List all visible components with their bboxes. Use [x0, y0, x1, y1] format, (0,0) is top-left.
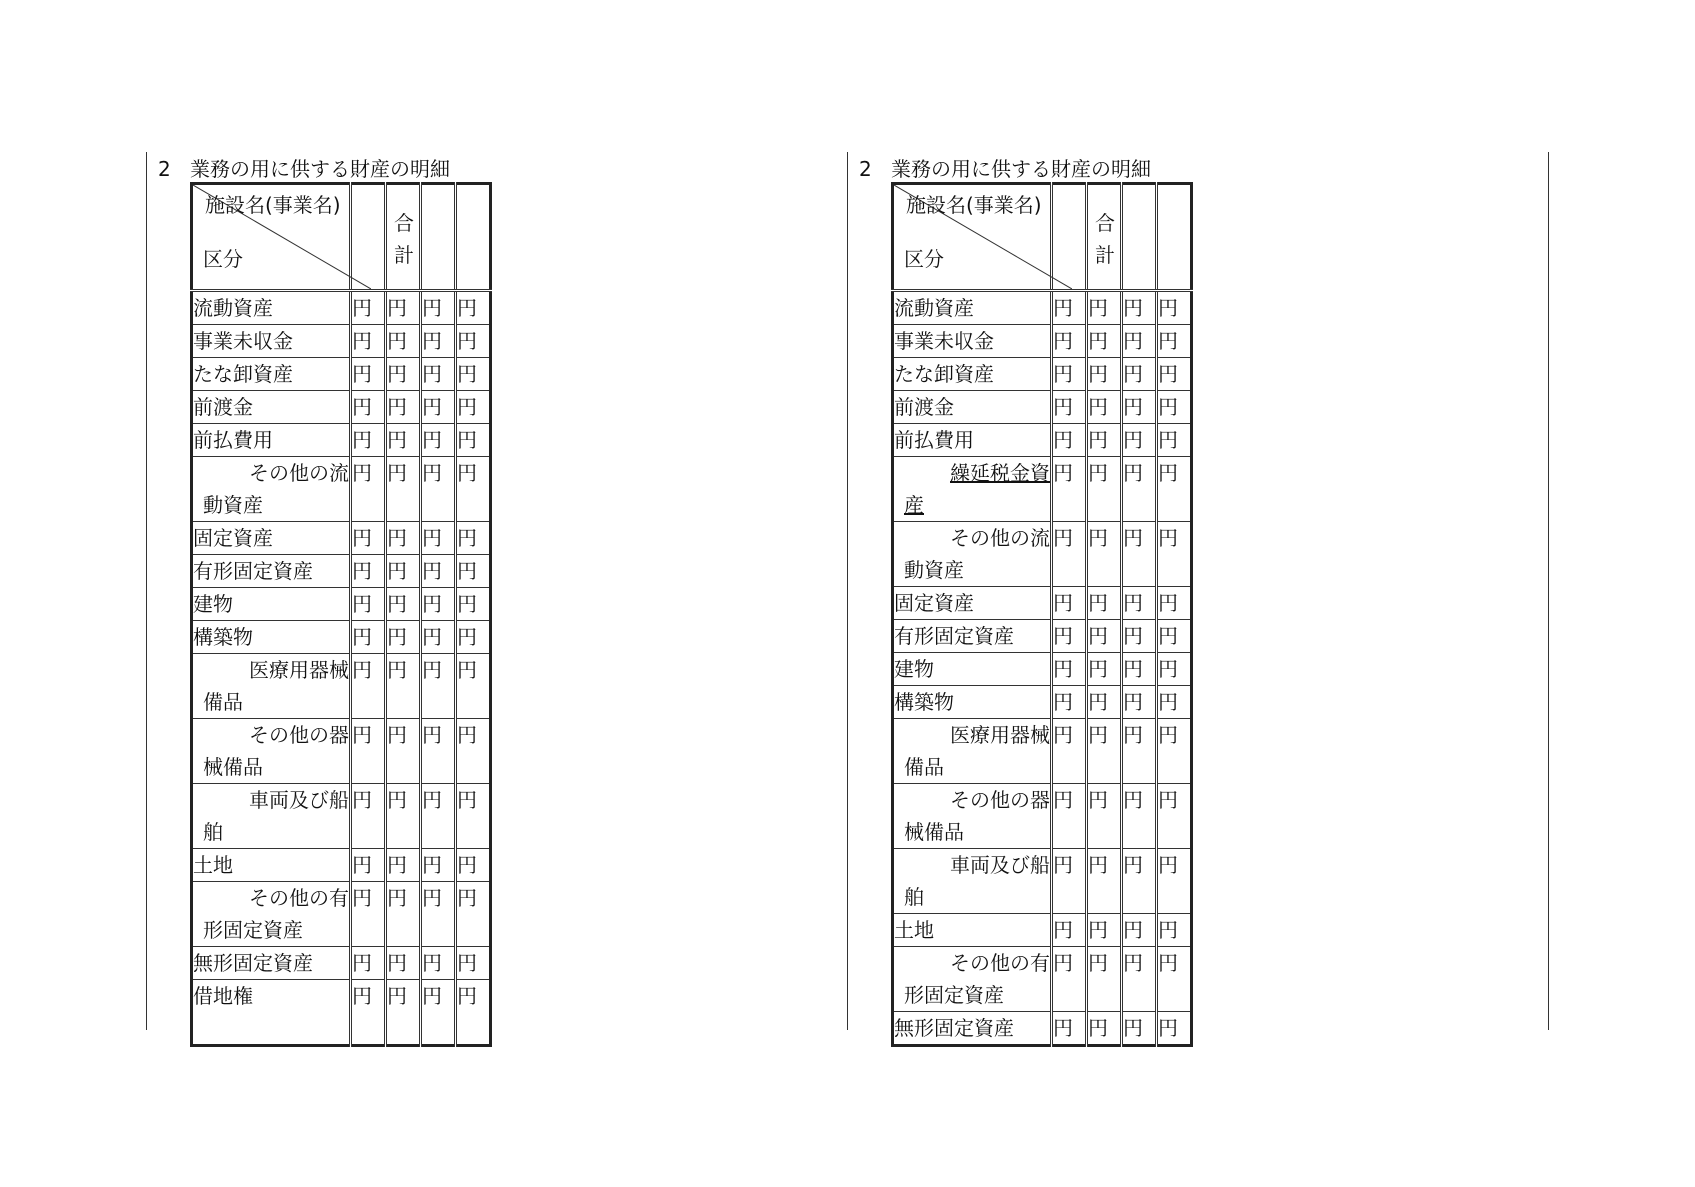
yen-cell: 円 [351, 980, 386, 1046]
yen-cell: 円 [1087, 719, 1122, 784]
yen-cell: 円 [1052, 620, 1087, 653]
yen-cell: 円 [1052, 1012, 1087, 1046]
row-label-line1: 繰延税金資 [950, 461, 1050, 485]
yen-cell: 円 [1157, 719, 1192, 784]
yen-cell: 円 [1087, 522, 1122, 587]
table-row [192, 424, 491, 457]
row-label [192, 457, 351, 522]
row-label: 無形固定資産 [192, 947, 351, 980]
yen-cell: 円 [456, 654, 491, 719]
yen-cell: 円 [386, 424, 421, 457]
yen-cell: 円 [421, 588, 456, 621]
table-row [893, 947, 1192, 1012]
table-row [192, 391, 491, 424]
row-label: 有形固定資産 [893, 620, 1052, 653]
row-label-line2: 形固定資産 [203, 918, 303, 942]
yen-cell: 円 [351, 358, 386, 391]
yen-cell: 円 [1052, 358, 1087, 391]
row-label-line1: 医療用器械 [249, 658, 349, 682]
yen-cell: 円 [1052, 457, 1087, 522]
yen-cell: 円 [351, 719, 386, 784]
yen-cell: 円 [386, 522, 421, 555]
yen-cell: 円 [1122, 1012, 1157, 1046]
table-row [192, 291, 491, 325]
facility-column-header [456, 184, 491, 291]
yen-cell: 円 [456, 457, 491, 522]
diagonal-header-cell [893, 184, 1052, 291]
yen-cell: 円 [386, 980, 421, 1046]
row-label: 事業未収金 [893, 325, 1052, 358]
row-label: 構築物 [192, 621, 351, 654]
row-label [192, 784, 351, 849]
row-label-line1: その他の有 [950, 951, 1050, 975]
yen-cell: 円 [1122, 358, 1157, 391]
yen-cell: 円 [456, 947, 491, 980]
yen-cell: 円 [421, 391, 456, 424]
row-label-line2: 形固定資産 [904, 983, 1004, 1007]
yen-cell: 円 [421, 719, 456, 784]
heading-title: 業務の用に供する財産の明細 [190, 157, 450, 181]
row-label: 無形固定資産 [893, 1012, 1052, 1046]
yen-cell: 円 [421, 621, 456, 654]
yen-cell: 円 [1122, 914, 1157, 947]
table-row [893, 1012, 1192, 1046]
total-label-bottom: 計 [394, 243, 414, 267]
table-row [893, 291, 1192, 325]
table-row [192, 654, 491, 719]
yen-cell: 円 [456, 621, 491, 654]
yen-cell: 円 [386, 947, 421, 980]
yen-cell: 円 [456, 555, 491, 588]
row-label-line1: その他の流 [249, 461, 349, 485]
yen-cell: 円 [1052, 325, 1087, 358]
yen-cell: 円 [386, 849, 421, 882]
facility-column-header [421, 184, 456, 291]
table-row [192, 621, 491, 654]
yen-cell: 円 [1052, 587, 1087, 620]
yen-cell: 円 [386, 358, 421, 391]
yen-cell: 円 [1157, 653, 1192, 686]
yen-cell: 円 [351, 424, 386, 457]
row-label-line1: 医療用器械 [950, 723, 1050, 747]
table-row [192, 325, 491, 358]
row-label: 固定資産 [192, 522, 351, 555]
row-label [192, 719, 351, 784]
yen-cell: 円 [1052, 784, 1087, 849]
yen-cell: 円 [1157, 914, 1192, 947]
yen-cell: 円 [1087, 457, 1122, 522]
yen-cell: 円 [421, 947, 456, 980]
yen-cell: 円 [421, 457, 456, 522]
total-header-cell [351, 184, 414, 291]
yen-cell: 円 [386, 654, 421, 719]
yen-cell: 円 [1087, 653, 1122, 686]
yen-cell: 円 [1157, 325, 1192, 358]
row-label: 土地 [893, 914, 1052, 947]
yen-cell: 円 [456, 424, 491, 457]
yen-cell: 円 [1052, 653, 1087, 686]
yen-cell: 円 [386, 784, 421, 849]
row-label: 前払費用 [893, 424, 1052, 457]
total-header-cell [1052, 184, 1115, 291]
row-label [893, 719, 1052, 784]
heading-number: 2 [158, 157, 171, 181]
table-row [192, 555, 491, 588]
yen-cell: 円 [421, 325, 456, 358]
yen-cell: 円 [1052, 914, 1087, 947]
yen-cell: 円 [1087, 620, 1122, 653]
left-asset-table [190, 182, 492, 1047]
yen-cell: 円 [1087, 1012, 1122, 1046]
table-row [893, 587, 1192, 620]
row-label: 建物 [893, 653, 1052, 686]
table-header-row [893, 184, 1192, 291]
yen-cell: 円 [1122, 784, 1157, 849]
yen-cell: 円 [386, 291, 421, 325]
yen-cell: 円 [1157, 686, 1192, 719]
row-label: たな卸資産 [893, 358, 1052, 391]
right-asset-table [891, 182, 1193, 1047]
total-label-top: 合 [1095, 211, 1115, 235]
yen-cell: 円 [386, 325, 421, 358]
yen-cell: 円 [1052, 391, 1087, 424]
table-row [893, 424, 1192, 457]
row-label: 借地権 [192, 980, 351, 1046]
table-row [893, 914, 1192, 947]
yen-cell: 円 [1157, 457, 1192, 522]
left-frame-line [146, 152, 147, 1030]
yen-cell: 円 [421, 424, 456, 457]
row-label-line2: 備品 [203, 690, 243, 714]
right-frame-line [1548, 152, 1549, 1030]
yen-cell: 円 [421, 784, 456, 849]
yen-cell: 円 [386, 621, 421, 654]
table-row [893, 784, 1192, 849]
yen-cell: 円 [421, 358, 456, 391]
row-label: 流動資産 [192, 291, 351, 325]
yen-cell: 円 [1052, 291, 1087, 325]
row-label-line2: 舶 [203, 820, 223, 844]
yen-cell: 円 [421, 882, 456, 947]
yen-cell: 円 [1157, 947, 1192, 1012]
row-label-line2: 舶 [904, 885, 924, 909]
yen-cell: 円 [456, 391, 491, 424]
yen-cell: 円 [1087, 424, 1122, 457]
yen-cell: 円 [1052, 424, 1087, 457]
total-label-bottom: 計 [1095, 243, 1115, 267]
yen-cell: 円 [351, 457, 386, 522]
row-label: 流動資産 [893, 291, 1052, 325]
yen-cell: 円 [1087, 849, 1122, 914]
yen-cell: 円 [1122, 719, 1157, 784]
row-label: 構築物 [893, 686, 1052, 719]
row-label-line1: その他の有 [249, 886, 349, 910]
row-label [893, 522, 1052, 587]
yen-cell: 円 [1157, 1012, 1192, 1046]
facility-column-header [1122, 184, 1157, 291]
yen-cell: 円 [351, 522, 386, 555]
row-label [893, 457, 1052, 522]
yen-cell: 円 [1122, 686, 1157, 719]
row-label: 前渡金 [192, 391, 351, 424]
row-label-line2: 動資産 [203, 493, 263, 517]
row-label: 前渡金 [893, 391, 1052, 424]
yen-cell: 円 [386, 457, 421, 522]
row-label-line1: その他の器 [249, 723, 349, 747]
table-row [192, 882, 491, 947]
table-row [192, 457, 491, 522]
yen-cell: 円 [1122, 291, 1157, 325]
yen-cell: 円 [1087, 914, 1122, 947]
table-row [192, 947, 491, 980]
yen-cell: 円 [1157, 620, 1192, 653]
yen-cell: 円 [386, 882, 421, 947]
row-label: 事業未収金 [192, 325, 351, 358]
row-label-line1: その他の器 [950, 788, 1050, 812]
table-row [192, 588, 491, 621]
row-label: たな卸資産 [192, 358, 351, 391]
yen-cell: 円 [1122, 620, 1157, 653]
yen-cell: 円 [1157, 291, 1192, 325]
table-row [192, 719, 491, 784]
row-label: 固定資産 [893, 587, 1052, 620]
row-label [192, 654, 351, 719]
yen-cell: 円 [351, 588, 386, 621]
table-row [893, 358, 1192, 391]
yen-cell: 円 [1087, 686, 1122, 719]
mid-frame-line [847, 152, 848, 1030]
row-label: 建物 [192, 588, 351, 621]
yen-cell: 円 [1087, 784, 1122, 849]
yen-cell: 円 [421, 980, 456, 1046]
yen-cell: 円 [1157, 587, 1192, 620]
yen-cell: 円 [1157, 391, 1192, 424]
yen-cell: 円 [351, 654, 386, 719]
facility-name-label: 施設名(事業名) [906, 193, 1042, 217]
yen-cell: 円 [1157, 784, 1192, 849]
yen-cell: 円 [1122, 424, 1157, 457]
yen-cell: 円 [421, 654, 456, 719]
yen-cell: 円 [386, 588, 421, 621]
yen-cell: 円 [351, 849, 386, 882]
row-label: 土地 [192, 849, 351, 882]
yen-cell: 円 [1122, 653, 1157, 686]
row-label: 前払費用 [192, 424, 351, 457]
yen-cell: 円 [1087, 947, 1122, 1012]
yen-cell: 円 [421, 291, 456, 325]
row-label-line1: その他の流 [950, 526, 1050, 550]
yen-cell: 円 [386, 719, 421, 784]
row-label: 有形固定資産 [192, 555, 351, 588]
category-label: 区分 [203, 247, 243, 271]
yen-cell: 円 [1122, 587, 1157, 620]
yen-cell: 円 [456, 291, 491, 325]
table-row [893, 653, 1192, 686]
table-row [192, 784, 491, 849]
yen-cell: 円 [351, 882, 386, 947]
yen-cell: 円 [1122, 947, 1157, 1012]
yen-cell: 円 [1087, 358, 1122, 391]
yen-cell: 円 [1122, 457, 1157, 522]
yen-cell: 円 [1087, 391, 1122, 424]
table-row [893, 457, 1192, 522]
yen-cell: 円 [456, 358, 491, 391]
yen-cell: 円 [1122, 391, 1157, 424]
table-row [192, 358, 491, 391]
yen-cell: 円 [1052, 947, 1087, 1012]
table-row [893, 620, 1192, 653]
yen-cell: 円 [1157, 849, 1192, 914]
yen-cell: 円 [456, 882, 491, 947]
yen-cell: 円 [456, 588, 491, 621]
row-label-line2: 械備品 [203, 755, 263, 779]
yen-cell: 円 [351, 621, 386, 654]
facility-name-label: 施設名(事業名) [205, 193, 341, 217]
yen-cell: 円 [456, 719, 491, 784]
yen-cell: 円 [351, 291, 386, 325]
yen-cell: 円 [1052, 719, 1087, 784]
yen-cell: 円 [386, 391, 421, 424]
yen-cell: 円 [1157, 424, 1192, 457]
yen-cell: 円 [1157, 522, 1192, 587]
yen-cell: 円 [1052, 522, 1087, 587]
row-label-line1: 車両及び船 [249, 788, 349, 812]
yen-cell: 円 [456, 784, 491, 849]
total-label-top: 合 [394, 211, 414, 235]
yen-cell: 円 [456, 522, 491, 555]
yen-cell: 円 [456, 325, 491, 358]
category-label: 区分 [904, 247, 944, 271]
row-label [893, 947, 1052, 1012]
yen-cell: 円 [351, 391, 386, 424]
yen-cell: 円 [351, 947, 386, 980]
diagonal-header-cell [192, 184, 351, 291]
table-row [893, 325, 1192, 358]
row-label [893, 849, 1052, 914]
yen-cell: 円 [421, 555, 456, 588]
row-label-line1: 車両及び船 [950, 853, 1050, 877]
yen-cell: 円 [351, 555, 386, 588]
yen-cell: 円 [456, 849, 491, 882]
table-row [893, 849, 1192, 914]
yen-cell: 円 [1052, 849, 1087, 914]
yen-cell: 円 [351, 784, 386, 849]
table-row [893, 391, 1192, 424]
table-row [893, 686, 1192, 719]
table-row [192, 522, 491, 555]
yen-cell: 円 [1122, 522, 1157, 587]
row-label-line2: 備品 [904, 755, 944, 779]
yen-cell: 円 [1122, 849, 1157, 914]
yen-cell: 円 [1157, 358, 1192, 391]
row-label-line2: 械備品 [904, 820, 964, 844]
table-row [893, 522, 1192, 587]
yen-cell: 円 [421, 849, 456, 882]
row-label [893, 784, 1052, 849]
row-label [192, 882, 351, 947]
yen-cell: 円 [1122, 325, 1157, 358]
table-header-row [192, 184, 491, 291]
facility-column-header [1157, 184, 1192, 291]
yen-cell: 円 [1087, 291, 1122, 325]
table-row [192, 980, 491, 1046]
yen-cell: 円 [456, 980, 491, 1046]
heading-number: 2 [859, 157, 872, 181]
row-label-line2: 動資産 [904, 558, 964, 582]
yen-cell: 円 [1052, 686, 1087, 719]
yen-cell: 円 [386, 555, 421, 588]
heading-title: 業務の用に供する財産の明細 [891, 157, 1151, 181]
yen-cell: 円 [351, 325, 386, 358]
yen-cell: 円 [1087, 325, 1122, 358]
table-row [893, 719, 1192, 784]
table-row [192, 849, 491, 882]
row-label-line2: 産 [904, 493, 924, 517]
yen-cell: 円 [1087, 587, 1122, 620]
yen-cell: 円 [421, 522, 456, 555]
